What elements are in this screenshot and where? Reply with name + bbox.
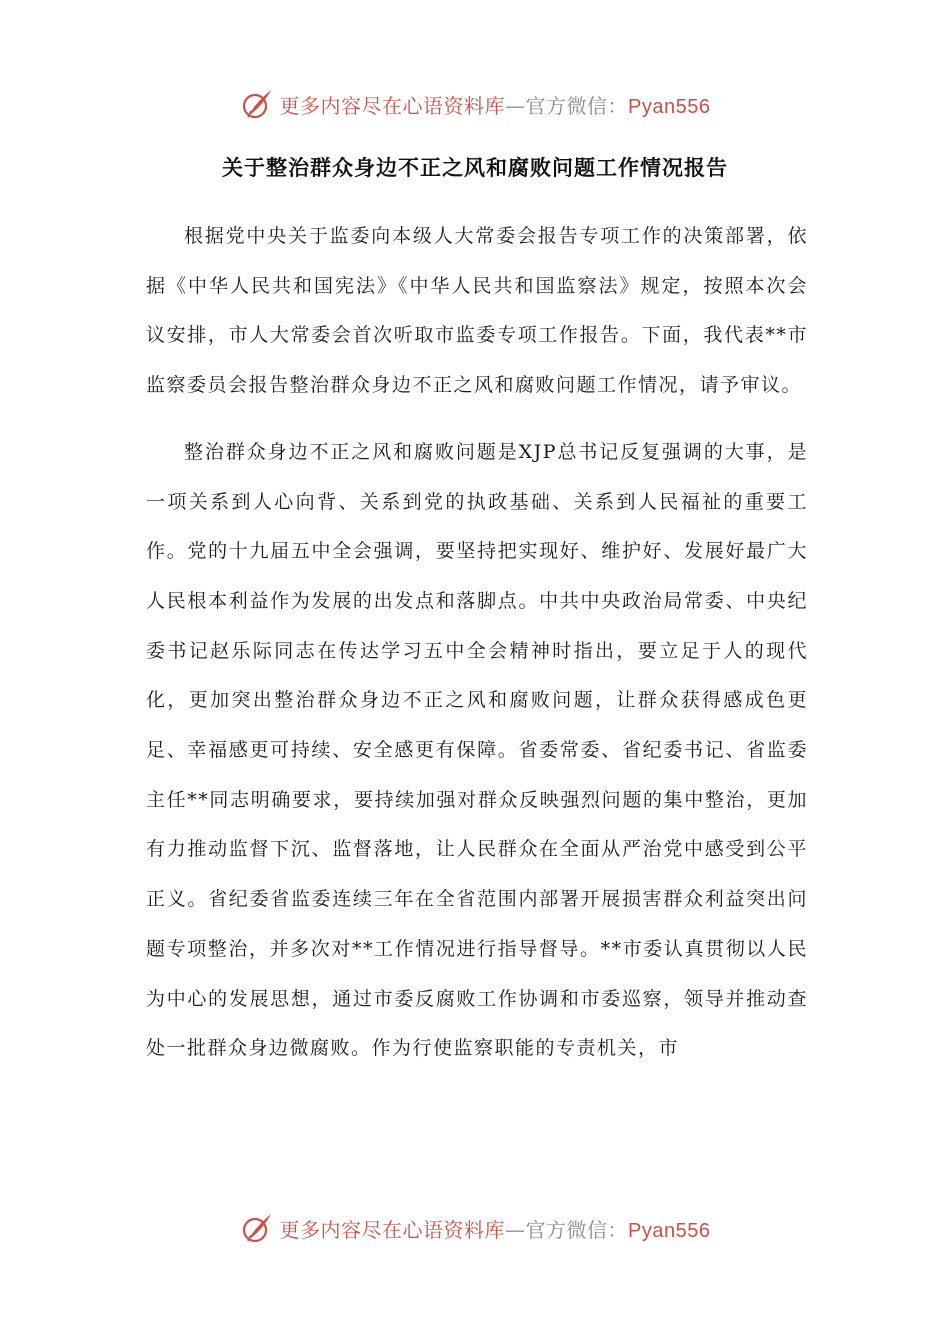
- paragraph-2: 整治群众身边不正之风和腐败问题是XJP总书记反复强调的大事，是一项关系到人心向背、关系到党的执政基础、关系到人民福祉的重要工作。党的十九届五中全会强调，要坚持把实现好、维护好、发展好最广大人民根本利益作为发展的出发点和落脚点。中共中央政治局常委、中央纪委书记赵乐际同志在传达学习五中全会精神时指出，要立足于人的现代化，更加突出整治群众身边不正之风和腐败问题，让群众获得感成色更足、幸福感更可持续、安全感更有保障。省委常委、省纪委书记、省监委主任**同志明确要求，要持续加强对群众反映强烈问题的集中整治，更加有力推动监督下沉、监督落地，让人民群众在全面从严治党中感受到公平正义。省纪委省监委连续三年在全省范围内部署开展损害群众利益突出问题专项整治，并多次对**工作情况进行指导督导。**市委认真贯彻以人民为中心的发展思想，通过市委反腐败工作协调和市委巡察，领导并推动查处一批群众身边微腐败。作为行使监察职能的专责机关，市: [146, 440, 808, 1060]
- brand-text: 更多内容尽在心语资料库: [279, 93, 506, 118]
- document-title: 关于整治群众身边不正之风和腐败问题工作情况报告: [222, 155, 728, 180]
- wechat-id: Pyan556: [628, 1219, 711, 1242]
- header-watermark-text: [280, 90, 711, 119]
- header-watermark-banner: [0, 84, 950, 124]
- document-body: [146, 212, 808, 1074]
- quill-pen-logo-icon: [240, 87, 274, 121]
- footer-watermark-banner: [0, 1208, 950, 1248]
- paragraph-1: 根据党中央关于监委向本级人大常委会报告专项工作的决策部署，依据《中华人民共和国宪法》《中华人民共和国监察法》规定，按照本次会议安排，市人大常委会首次听取市监委专项工作报告。下面，我代表**市监察委员会报告整治群众身边不正之风和腐败问题工作情况，请予审议。: [146, 225, 808, 397]
- separator: —: [505, 1217, 526, 1242]
- quill-pen-logo-icon: [240, 1211, 274, 1245]
- wechat-label: 官方微信：: [525, 1217, 629, 1242]
- separator: —: [505, 93, 526, 118]
- wechat-id: Pyan556: [628, 95, 711, 118]
- brand-text: 更多内容尽在心语资料库: [279, 1217, 506, 1242]
- footer-watermark-text: [280, 1214, 711, 1243]
- wechat-label: 官方微信：: [525, 93, 629, 118]
